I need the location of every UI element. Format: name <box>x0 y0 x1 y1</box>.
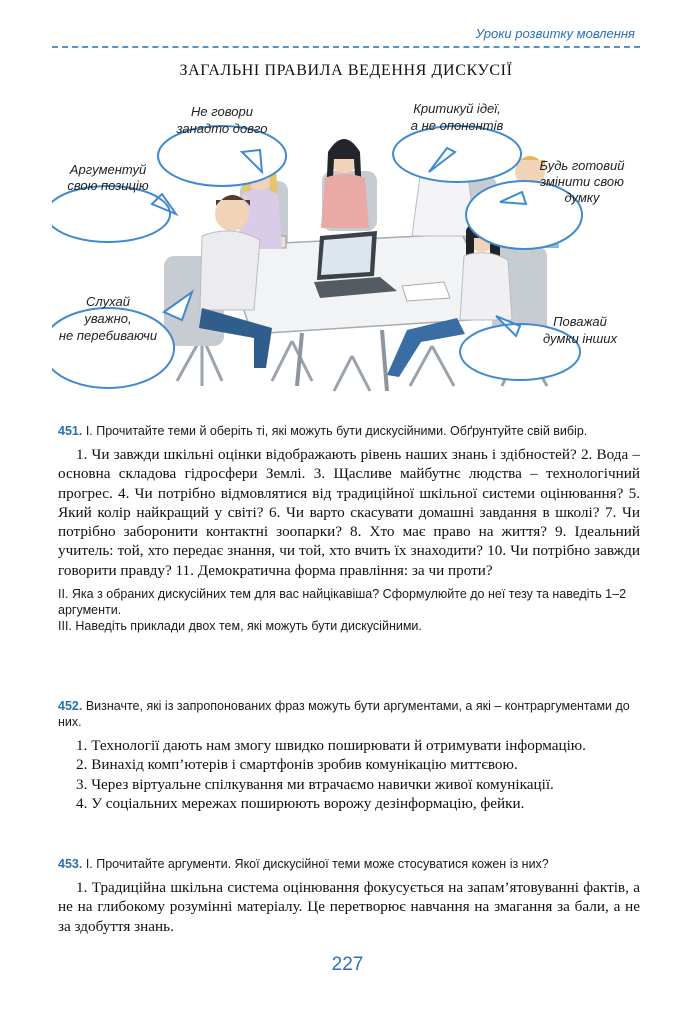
running-head: Уроки розвитку мовлення <box>475 26 635 41</box>
task-453 <box>58 856 640 936</box>
task-453-item: 1. Традиційна шкільна система оцінювання фокусується на запам’ятовуванні фактів, а не на глибокому розумінні матеріалу. Це перетворює навчання на змагання за бали, а не за здобуття знань. <box>58 879 640 935</box>
page-number: 227 <box>331 954 364 975</box>
task-451 <box>58 423 640 634</box>
task-451-topics <box>58 445 640 580</box>
task-452-item: 4. У соціальних мережах поширюють ворожу дезінформацію, фейки. <box>76 794 525 812</box>
task-451-part-2: ІІ. Яка з обраних дискусійних тем для вас найцікавіша? Сформулюйте до неї тезу та наведіть 1–2 аргументи. <box>58 587 627 618</box>
bubble-1-line-1: Не говори <box>191 104 253 119</box>
task-452-items <box>58 736 640 813</box>
bubble-1-line-2: занадто довго <box>176 121 268 136</box>
bubble-2-line-2: а не опонентів <box>410 118 504 133</box>
bubble-5-line-1: Слухай <box>86 294 130 309</box>
page-title: ЗАГАЛЬНІ ПРАВИЛА ВЕДЕННЯ ДИСКУСІЇ <box>179 62 513 79</box>
task-452 <box>58 698 640 813</box>
task-452-instruction-text: Визначте, які із запропонованих фраз можуть бути аргументами, а які – контраргументами до них. <box>58 699 630 729</box>
task-452-instruction <box>58 698 640 730</box>
bubble-4-line-3: думку <box>564 190 600 205</box>
discussion-illustration <box>52 86 640 404</box>
task-451-part-3: ІІІ. Наведіть приклади двох тем, які можуть бути дискусійними. <box>58 619 422 634</box>
task-452-item: 2. Винахід комп’ютерів і смартфонів зробив комунікацію миттєвою. <box>76 756 518 774</box>
task-453-number: 453. <box>58 857 83 871</box>
task-453-instruction <box>58 856 640 872</box>
task-451-instruction <box>58 423 640 439</box>
task-452-number: 452. <box>58 699 83 713</box>
header-divider <box>52 46 640 48</box>
task-451-instruction-text: І. Прочитайте теми й оберіть ті, які можуть бути дискусійними. Обґрунтуйте свій вибір. <box>82 424 588 438</box>
task-452-item: 3. Через віртуальне спілкування ми втрачаємо навички живої комунікації. <box>76 775 554 793</box>
task-451-number: 451. <box>58 424 83 438</box>
bubble-4-line-2: змінити свою <box>540 174 624 189</box>
bubble-5-line-3: не перебиваючи <box>58 328 158 343</box>
bubble-3-line-2: свою позицію <box>67 178 149 193</box>
task-451-topics-text: 1. Чи завжди шкільні оцінки відображають рівень наших знань і здібностей? 2. Вода – основна складова гідросфери Землі. 3. Щасливе майбутнє людства – технологічний прогрес. 4. Чи потрібно відмовлятися від традиційної шкільної системи оцінювання? 5. Який колір найкращий у світі? 6. Чи варто скасувати домашні завдання в школі? 7. Чи потрібно заборонити контактні зоопарки? 8. Хто має право на життя? 9. Ідеальний учитель: той, хто передає знання, чи той, хто вчить їх знаходити? 10. Чи потрібно завжди говорити правду? 11. Демократична форма правління: за чи проти? <box>58 446 640 579</box>
bubble-2-line-1: Критикуй ідеї, <box>413 101 501 116</box>
bubble-6-line-1: Поважай <box>553 314 607 329</box>
bubble-4-line-1: Будь готовий <box>539 158 625 173</box>
bubble-6-line-2: думки інших <box>543 331 617 346</box>
task-453-instruction-text: І. Прочитайте аргументи. Якої дискусійної теми може стосуватися кожен із них? <box>82 857 549 871</box>
bubble-3-line-1: Аргументуй <box>69 162 147 177</box>
task-453-items <box>58 878 640 936</box>
illustration-svg <box>52 86 640 404</box>
task-452-item: 1. Технології дають нам змогу швидко поширювати й отримувати інформацію. <box>76 737 586 754</box>
bubble-5-line-2: уважно, <box>84 311 132 326</box>
